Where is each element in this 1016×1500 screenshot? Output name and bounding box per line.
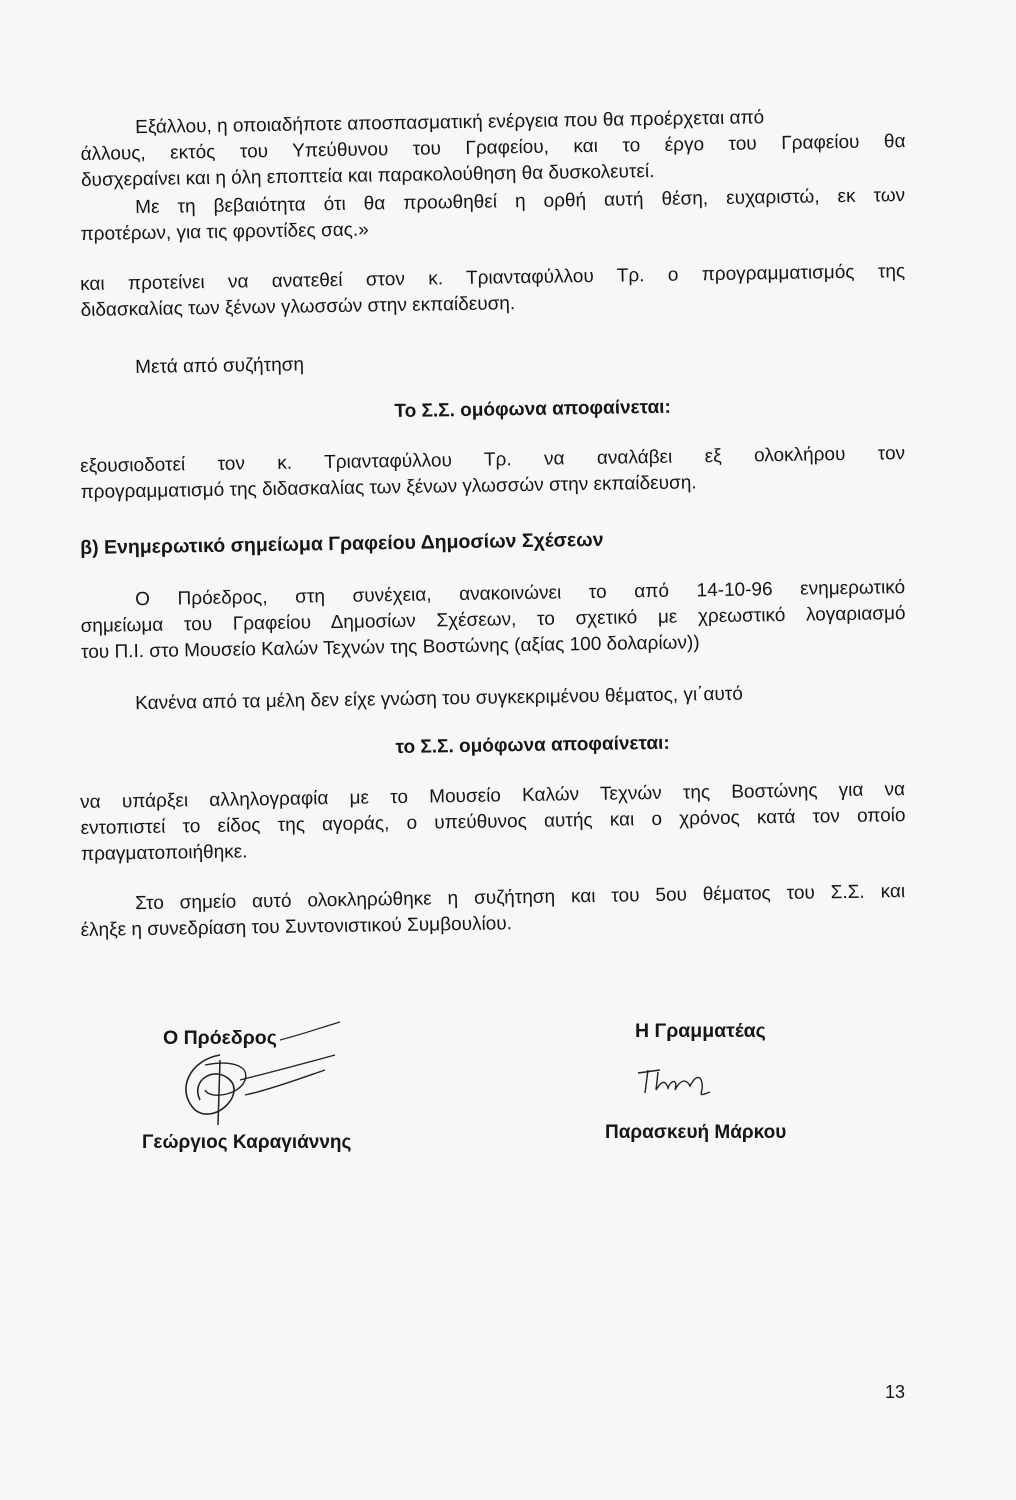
paragraph-8-line: πραγματοποιήθηκε.: [80, 841, 248, 865]
paragraph-9: [80, 879, 906, 944]
secretary-name: Παρασκευή Μάρκου: [605, 1122, 787, 1143]
decision-heading-1: [80, 391, 905, 430]
paragraph-8: [80, 777, 906, 868]
president-signature: [160, 1020, 350, 1130]
secretary-signature: [630, 1058, 720, 1108]
president-name: Γεώργιος Καραγιάννης: [142, 1132, 352, 1153]
president-title: Ο Πρόεδρος: [163, 1027, 277, 1049]
paragraph-4: [135, 349, 535, 381]
paragraph-7-line: Κανένα από τα μέλη δεν είχε γνώση του συγκεκριμένου θέματος, γι΄αυτό: [135, 683, 744, 715]
paragraph-7: [80, 679, 905, 718]
paragraph-8-line: να υπάρξει αλληλογραφία με το Μουσείο Καλών Τεχνών της Βοστώνης για να: [80, 779, 906, 813]
paragraph-1-line: Εξάλλου, η οποιαδήποτε αποσπασματική ενέργεια που θα προέρχεται από: [135, 107, 765, 139]
discussion-text: Μετά από συζήτηση: [135, 354, 305, 378]
decision-heading-2: [80, 727, 905, 766]
paragraph-9-line: έληξε η συνεδρίαση του Συντονιστικού Συμβουλίου.: [80, 913, 513, 941]
page-number: 13: [885, 1382, 906, 1402]
section-heading-b: [80, 522, 905, 561]
paragraph-6-line: του Π.Ι. στο Μουσείο Καλών Τεχνών της Βοστώνης (αξίας 100 δολαρίων)): [80, 632, 700, 663]
section-heading-text: β) Ενημερωτικό σημείωμα Γραφείου Δημοσίων Σχέσεων: [80, 528, 604, 559]
paragraph-6-line: σημείωμα του Γραφείου Δημοσίων Σχέσεων, το σχετικό με χρεωστικό λογαριασμό: [80, 603, 906, 637]
paragraph-3: [80, 259, 906, 324]
paragraph-3-line: και προτείνει να ανατεθεί στον κ. Τριανταφύλλου Τρ. ο προγραμματισμός της: [80, 261, 906, 295]
paragraph-9-line: Στο σημείο αυτό ολοκληρώθηκε η συζήτηση και του 5ου θέματος του Σ.Σ. και: [135, 881, 906, 915]
paragraph-8-line: εντοπιστεί το είδος της αγοράς, ο υπεύθυνος αυτής και ο χρόνος κατά τον οποίο: [80, 805, 906, 839]
paragraph-2-line: Με τη βεβαιότητα ότι θα προωθηθεί η ορθή αυτή θέση, ευχαριστώ, εκ των: [135, 185, 906, 219]
paragraph-2-line: προτέρων, για τις φροντίδες σας.»: [80, 219, 369, 245]
paragraph-3-line: διδασκαλίας των ξένων γλωσσών στην εκπαίδευση.: [80, 293, 516, 321]
paragraph-6: [80, 575, 906, 666]
paragraph-1: [80, 103, 906, 194]
paragraph-1-line: άλλους, εκτός του Υπεύθυνου του Γραφείου, και το έργο του Γραφείου θα: [80, 131, 906, 165]
secretary-title: Η Γραμματέας: [635, 1020, 766, 1042]
paragraph-6-line: Ο Πρόεδρος, στη συνέχεια, ανακοινώνει το από 14-10-96 ενημερωτικό: [135, 577, 906, 611]
paragraph-1-line: δυσχεραίνει και η όλη εποπτεία και παρακολούθηση θα δυσκολευτεί.: [80, 160, 655, 191]
paragraph-5: [80, 441, 906, 506]
paragraph-2: [80, 183, 906, 248]
paragraph-5-line: εξουσιοδοτεί τον κ. Τριανταφύλλου Τρ. να αναλάβει εξ ολοκλήρου τον: [80, 443, 906, 477]
decision-text: το Σ.Σ. ομόφωνα αποφαίνεται:: [395, 732, 670, 759]
decision-text: Το Σ.Σ. ομόφωνα αποφαίνεται:: [394, 396, 671, 423]
paragraph-5-line: προγραμματισμό της διδασκαλίας των ξένων γλωσσών στην εκπαίδευση.: [80, 472, 697, 503]
